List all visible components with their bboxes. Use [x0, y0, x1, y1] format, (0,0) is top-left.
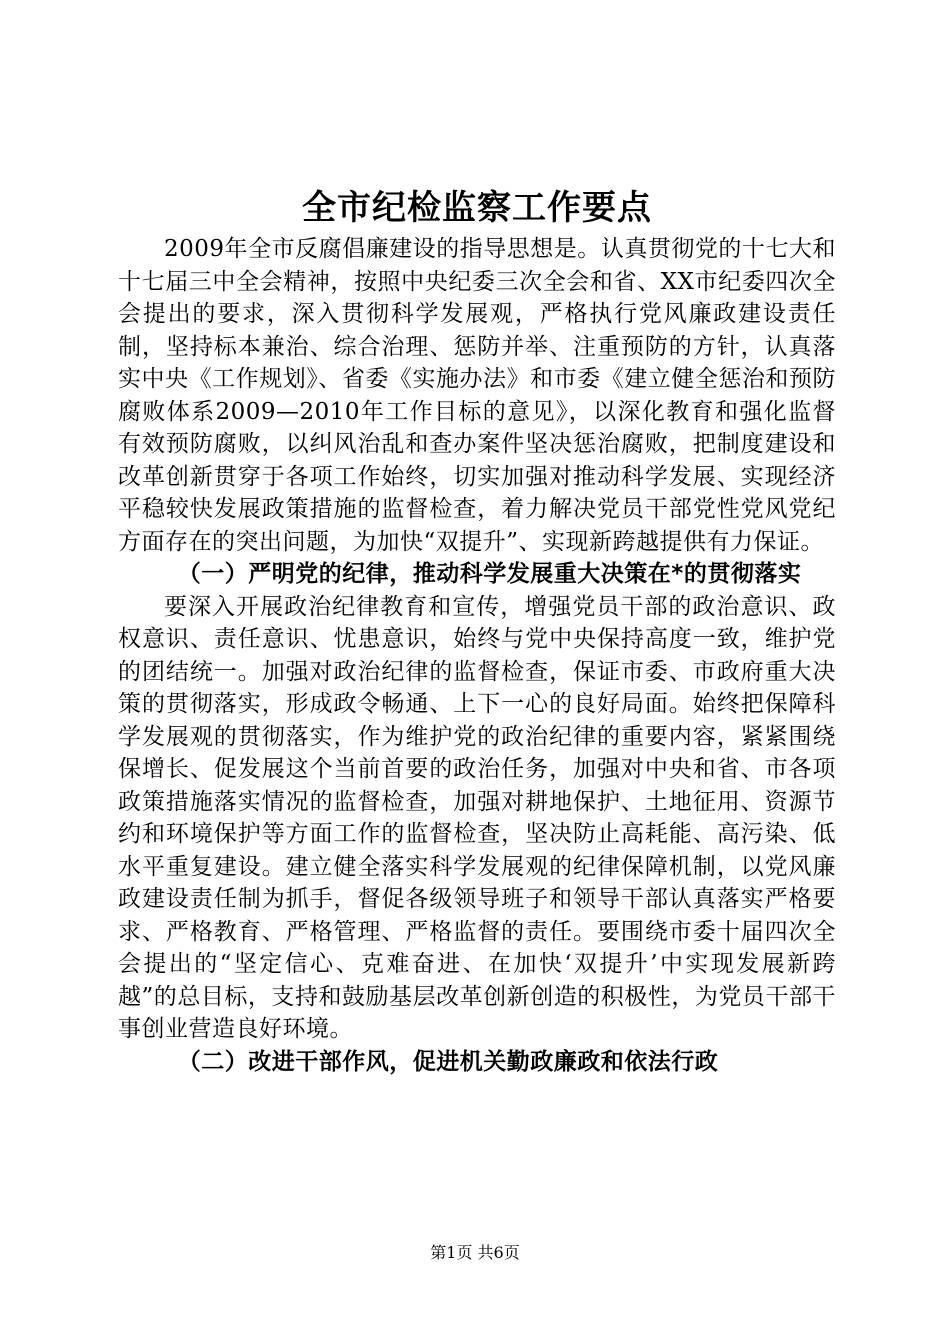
- section-heading-2: （二）改进干部作风，促进机关勤政廉政和依法行政: [177, 1048, 719, 1075]
- intro-paragraph: 2009年全市反腐倡廉建设的指导思想是。认真贯彻党的十七大和十七届三中全会精神，按照中央纪委三次全会和省、XX市纪委四次全会提出的要求，深入贯彻科学发展观，严格执行党风廉政建设责任制，坚持标本兼治、综合治理、惩防并举、注重预防的方针，认真落实中央《工作规划》、省委《实施办法》和市委《建立健全惩治和预防腐败体系2009—2010年工作目标的意见》，以深化教育和强化监督有效预防腐败，以纠风治乱和查办案件坚决惩治腐败，把制度建设和改革创新贯穿于各项工作始终，切实加强对推动科学发展、实现经济平稳较快发展政策措施的监督检查，着力解决党员干部党性党风党纪方面存在的突出问题，为加快“双提升”、实现新跨越提供有力保证。: [118, 236, 836, 555]
- section-1-paragraph: 要深入开展政治纪律教育和宣传，增强党员干部的政治意识、政权意识、责任意识、忧患意识，始终与党中央保持高度一致，维护党的团结统一。加强对政治纪律的监督检查，保证市委、市政府重大决策的贯彻落实，形成政令畅通、上下一心的良好局面。始终把保障科学发展观的贯彻落实，作为维护党的政治纪律的重要内容，紧紧围绕保增长、促发展这个当前首要的政治任务，加强对中央和省、市各项政策措施落实情况的监督检查，加强对耕地保护、土地征用、资源节约和环境保护等方面工作的监督检查，坚决防止高耗能、高污染、低水平重复建设。建立健全落实科学发展观的纪律保障机制，以党风廉政建设责任制为抓手，督促各级领导班子和领导干部认真落实严格要求、严格教育、严格管理、严格监督的责任。要围绕市委十届四次全会提出的“坚定信心、克难奋进、在加快‘双提升’中实现发展新跨越”的总目标，支持和鼓励基层改革创新创造的积极性，为党员干部干事创业营造良好环境。: [118, 593, 836, 1042]
- section-heading-1: （一）严明党的纪律，推动科学发展重大决策在*的贯彻落实: [177, 561, 802, 587]
- document-title: 全市纪检监察工作要点: [302, 188, 652, 228]
- page-footer: 第1页 共6页: [430, 1243, 520, 1262]
- document-body: [118, 183, 836, 1078]
